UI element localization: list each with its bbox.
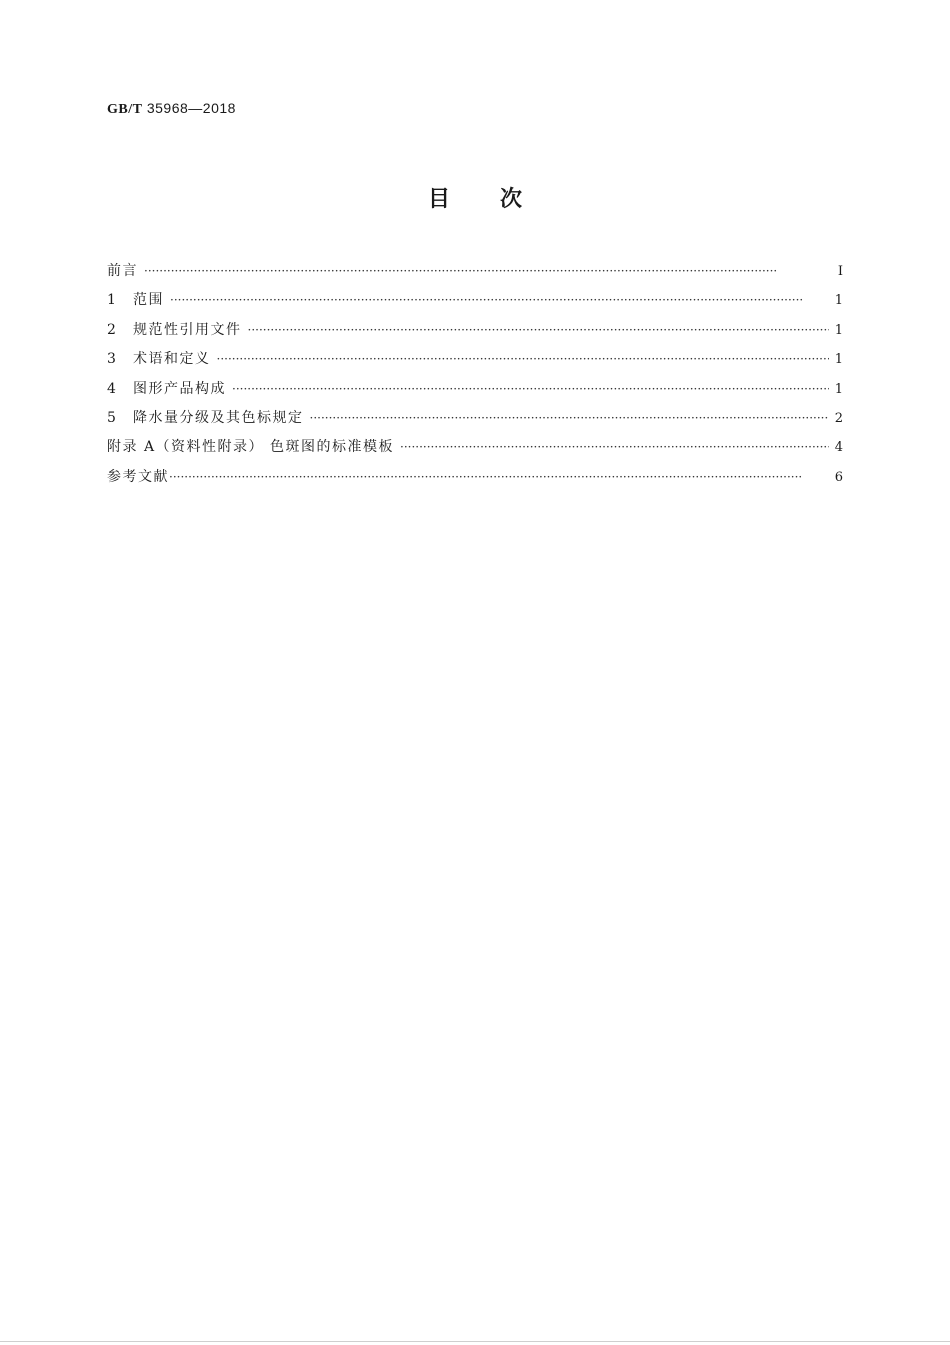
toc-entry-label: 附录 A（资料性附录） 色斑图的标准模板 xyxy=(107,439,395,456)
toc-entry-number: 1 xyxy=(107,292,118,309)
toc-entry-label: 术语和定义 xyxy=(133,351,211,368)
toc-entry-precipitation-grading[interactable] xyxy=(107,407,843,436)
toc-entry-normative-references[interactable] xyxy=(107,319,843,348)
toc-entry-foreword[interactable] xyxy=(107,260,843,289)
toc-entry-page: 1 xyxy=(834,381,843,397)
toc-entry-label: 前言 xyxy=(107,263,138,279)
toc-entry-graphic-products[interactable] xyxy=(107,378,843,407)
standard-number: 35968—2018 xyxy=(146,100,236,116)
toc-entry-number: 3 xyxy=(107,351,118,368)
dot-leader xyxy=(248,323,829,337)
dot-leader xyxy=(144,264,829,278)
toc-entry-page: 6 xyxy=(834,469,843,485)
page-bottom-divider xyxy=(0,1341,950,1342)
toc-entry-page: Ⅰ xyxy=(837,264,843,279)
toc-entry-page: 4 xyxy=(834,440,843,456)
toc-entry-label: 降水量分级及其色标规定 xyxy=(133,409,304,426)
toc-entry-number: 2 xyxy=(107,321,118,338)
toc-entry-page: 1 xyxy=(834,293,843,309)
toc-entry-appendix-a[interactable] xyxy=(107,436,843,465)
standard-prefix: GB/T xyxy=(107,102,143,117)
toc-entry-page: 1 xyxy=(834,352,843,368)
dot-leader xyxy=(232,382,829,396)
standard-code xyxy=(107,100,236,118)
toc-entry-label: 范围 xyxy=(133,292,164,309)
toc-entry-label: 参考文献 xyxy=(107,468,169,485)
dot-leader xyxy=(400,440,829,454)
table-of-contents xyxy=(107,260,843,495)
toc-entry-terms-definitions[interactable] xyxy=(107,348,843,377)
toc-entry-page: 1 xyxy=(834,322,843,338)
toc-entry-number: 5 xyxy=(107,409,118,426)
dot-leader xyxy=(169,470,829,484)
toc-entry-label: 规范性引用文件 xyxy=(133,321,242,338)
dot-leader xyxy=(170,293,829,307)
toc-entry-label: 图形产品构成 xyxy=(133,380,226,397)
toc-entry-number: 4 xyxy=(107,380,118,397)
dot-leader xyxy=(217,352,829,366)
toc-entry-page: 2 xyxy=(834,410,843,426)
toc-entry-scope[interactable] xyxy=(107,289,843,318)
toc-entry-bibliography[interactable] xyxy=(107,466,843,495)
page-title: 目次 xyxy=(427,187,572,212)
dot-leader xyxy=(310,411,829,425)
